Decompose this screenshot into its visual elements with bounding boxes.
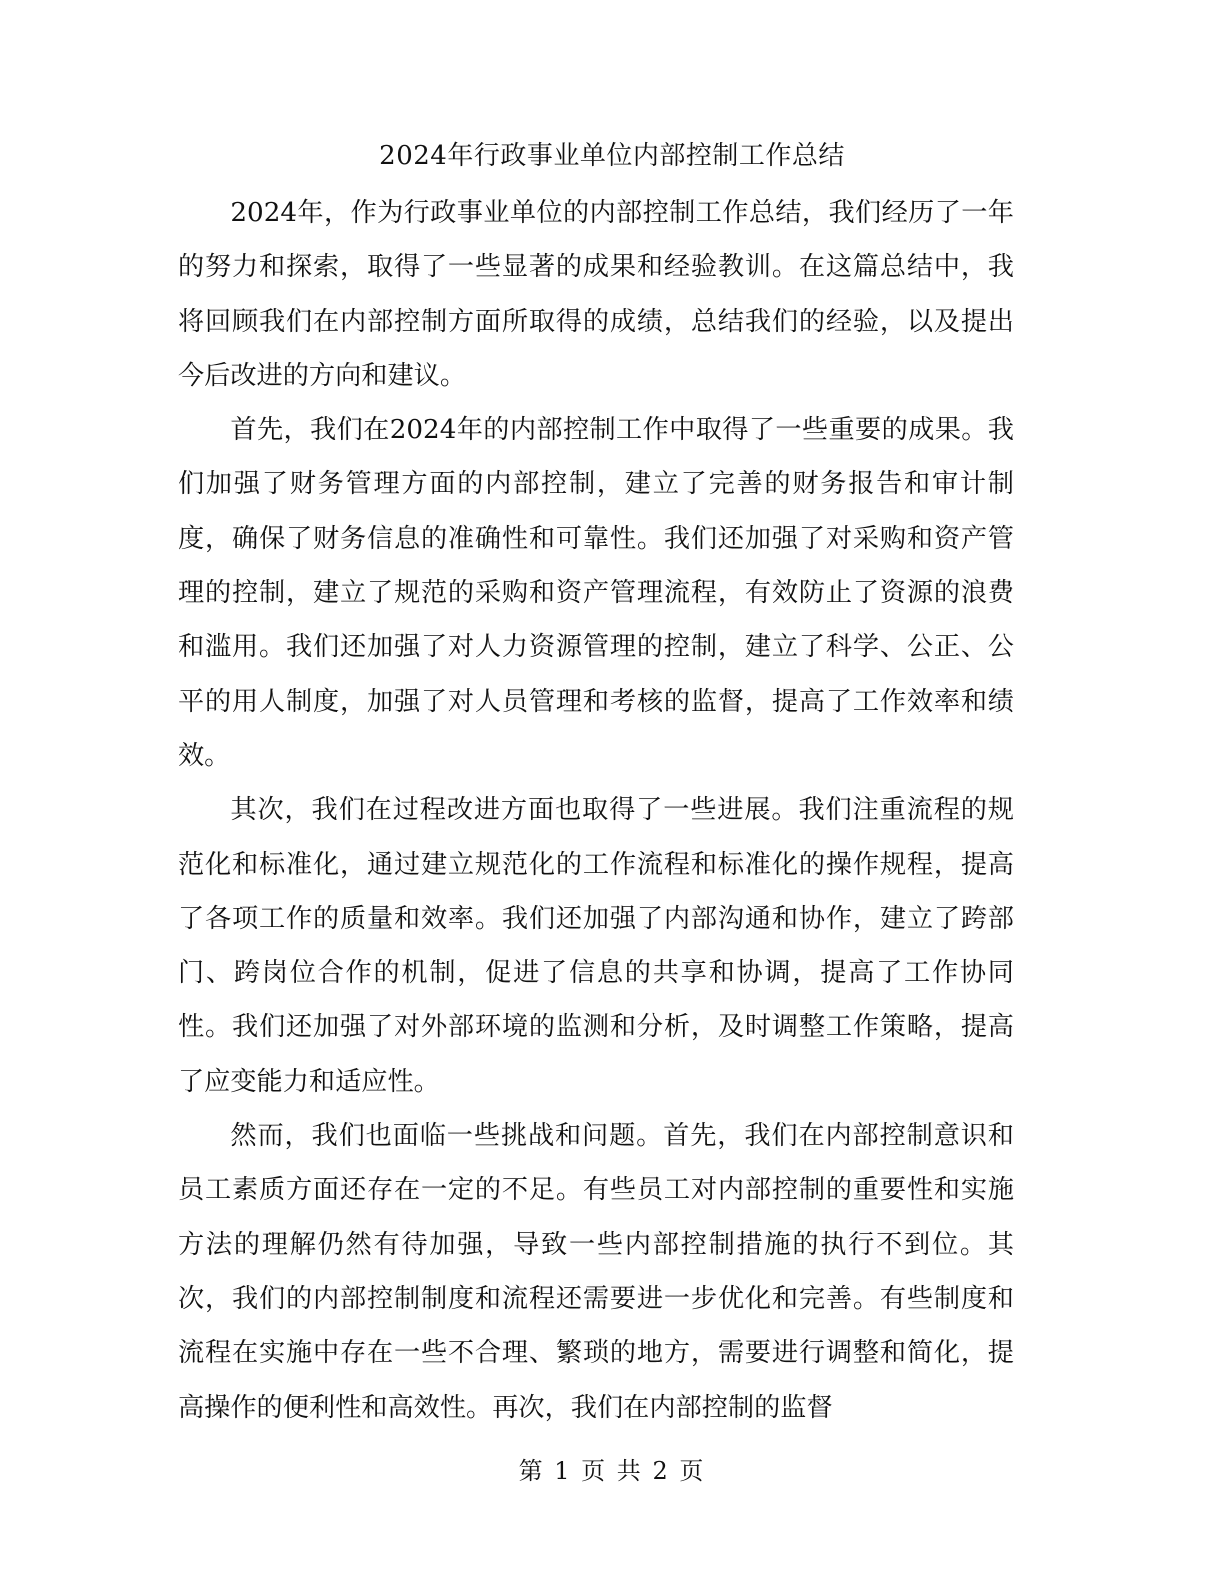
paragraph-achievements: 首先，我们在2024年的内部控制工作中取得了一些重要的成果。我们加强了财务管理方面的内部控制，建立了完善的财务报告和审计制度，确保了财务信息的准确性和可靠性。我们还加强了对采购和资产管理的控制，建立了规范的采购和资产管理流程，有效防止了资源的浪费和滥用。我们还加强了对人力资源管理的控制，建立了科学、公正、公平的用人制度，加强了对人员管理和考核的监督，提高了工作效率和绩效。	[178, 415, 1014, 771]
paragraph-challenges: 然而，我们也面临一些挑战和问题。首先，我们在内部控制意识和员工素质方面还存在一定的不足。有些员工对内部控制的重要性和实施方法的理解仍然有待加强，导致一些内部控制措施的执行不到位。其次，我们的内部控制制度和流程还需要进一步优化和完善。有些制度和流程在实施中存在一些不合理、繁琐的地方，需要进行调整和简化，提高操作的便利性和高效性。再次，我们在内部控制的监督	[178, 1121, 1014, 1423]
paragraph-process-improvement: 其次，我们在过程改进方面也取得了一些进展。我们注重流程的规范化和标准化，通过建立规范化的工作流程和标准化的操作规程，提高了各项工作的质量和效率。我们还加强了内部沟通和协作，建立了跨部门、跨岗位合作的机制，促进了信息的共享和协调，提高了工作协同性。我们还加强了对外部环境的监测和分析，及时调整工作策略，提高了应变能力和适应性。	[178, 795, 1014, 1097]
document-title: 2024年行政事业单位内部控制工作总结	[379, 141, 845, 171]
paragraph-intro: 2024年，作为行政事业单位的内部控制工作总结，我们经历了一年的努力和探索，取得了一些显著的成果和经验教训。在这篇总结中，我将回顾我们在内部控制方面所取得的成绩，总结我们的经验，以及提出今后改进的方向和建议。	[178, 198, 1014, 391]
document-body	[178, 186, 1014, 1426]
page-number-footer: 第 1 页 共 2 页	[518, 1457, 706, 1485]
